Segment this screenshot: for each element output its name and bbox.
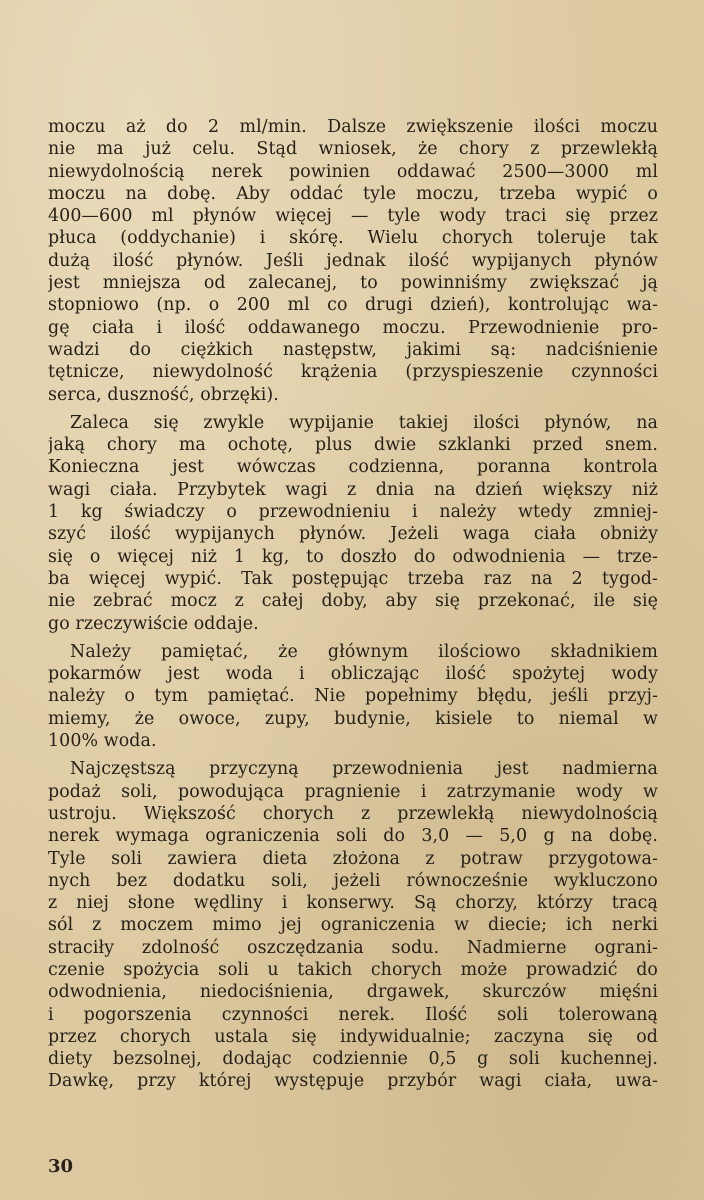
text-line: Tyle soli zawiera dieta złożona z potraw przygotowa-: [48, 848, 658, 869]
text-line: podaż soli, powodująca pragnienie i zatrzymanie wody w: [48, 781, 658, 802]
page-number: 30: [48, 1156, 74, 1177]
page-body: [48, 116, 658, 1116]
text-line: nerek wymaga ograniczenia soli do 3,0 — 5,0 g na dobę.: [48, 826, 658, 847]
text-line: jaką chory ma ochotę, plus dwie szklanki przed snem.: [48, 435, 658, 456]
text-line: i pogorszenia czynności nerek. Ilość soli tolerowaną: [48, 1004, 658, 1025]
text-line: straciły zdolność oszczędzania sodu. Nadmierne ograni-: [48, 937, 658, 958]
text-line: miemy, że owoce, zupy, budynie, kisiele to niemal w: [48, 708, 658, 729]
text-line: ba więcej wypić. Tak postępując trzeba raz na 2 tygod-: [48, 568, 658, 589]
paragraph-3: [48, 641, 658, 752]
text-line: przez chorych ustala się indywidualnie; zaczyna się od: [48, 1026, 658, 1047]
text-line: wagi ciała. Przybytek wagi z dnia na dzień większy niż: [48, 479, 658, 500]
text-line: czenie spożycia soli u takich chorych może prowadzić do: [48, 959, 658, 980]
text-line: wadzi do ciężkich następstw, jakimi są: nadciśnienie: [48, 339, 658, 360]
text-line: dużą ilość płynów. Jeśli jednak ilość wypijanych płynów: [48, 250, 658, 271]
text-line: gę ciała i ilość oddawanego moczu. Przewodnienie pro-: [48, 317, 658, 338]
text-line: go rzeczywiście oddaje.: [48, 613, 259, 634]
text-line: ustroju. Większość chorych z przewlekłą niewydolnością: [48, 803, 658, 824]
text-line: 400—600 ml płynów więcej — tyle wody traci się przez: [48, 206, 658, 227]
text-line: stopniowo (np. o 200 ml co drugi dzień), kontrolując wa-: [48, 295, 658, 316]
text-line: moczu na dobę. Aby oddać tyle moczu, trzeba wypić o: [48, 183, 658, 204]
text-line: moczu aż do 2 ml/min. Dalsze zwiększenie ilości moczu: [48, 117, 658, 137]
paragraph-4: [48, 758, 658, 1092]
text-line: 1 kg świadczy o przewodnieniu i należy wtedy zmniej-: [48, 502, 658, 523]
text-line: należy o tym pamiętać. Nie popełnimy błędu, jeśli przyj-: [48, 686, 658, 707]
text-line: serca, duszność, obrzęki).: [48, 384, 279, 405]
text-line: diety bezsolnej, dodając codziennie 0,5 g soli kuchennej.: [48, 1049, 658, 1070]
text-line: niewydolnością nerek powinien oddawać 2500—3000 ml: [48, 161, 658, 182]
text-line: Konieczna jest wówczas codzienna, poranna kontrola: [48, 457, 658, 478]
text-line: pokarmów jest woda i obliczając ilość spożytej wody: [48, 664, 658, 685]
text-line: się o więcej niż 1 kg, to doszło do odwodnienia — trze-: [48, 546, 658, 567]
text-line: z niej słone wędliny i konserwy. Są chorzy, którzy tracą: [48, 893, 658, 914]
text-line: sól z moczem mimo jej ograniczenia w diecie; ich nerki: [48, 915, 658, 936]
text-line: odwodnienia, niedociśnienia, drgawek, skurczów mięśni: [48, 982, 658, 1003]
text-line: nie zebrać mocz z całej doby, aby się przekonać, ile się: [48, 591, 658, 612]
text-line: tętnicze, niewydolność krążenia (przyspieszenie czynności: [48, 362, 658, 383]
paragraph-1: [48, 116, 658, 406]
text-line: Zaleca się zwykle wypijanie takiej ilości płynów, na: [70, 412, 658, 433]
text-line: 100% woda.: [48, 731, 157, 752]
text-line: szyć ilość wypijanych płynów. Jeżeli waga ciała obniży: [48, 524, 658, 545]
text-line: nie ma już celu. Stąd wniosek, że chory z przewlekłą: [48, 139, 658, 160]
text-line: Najczęstszą przyczyną przewodnienia jest nadmierna: [70, 759, 658, 780]
paragraph-2: [48, 412, 658, 635]
text-line: Należy pamiętać, że głównym ilościowo składnikiem: [70, 641, 658, 662]
text-line: nych bez dodatku soli, jeżeli równocześnie wykluczono: [48, 870, 658, 891]
text-line: Dawkę, przy której występuje przybór wagi ciała, uwa-: [48, 1071, 658, 1092]
text-line: płuca (oddychanie) i skórę. Wielu chorych toleruje tak: [48, 228, 658, 249]
text-line: jest mniejsza od zalecanej, to powinniśmy zwiększać ją: [48, 273, 658, 294]
